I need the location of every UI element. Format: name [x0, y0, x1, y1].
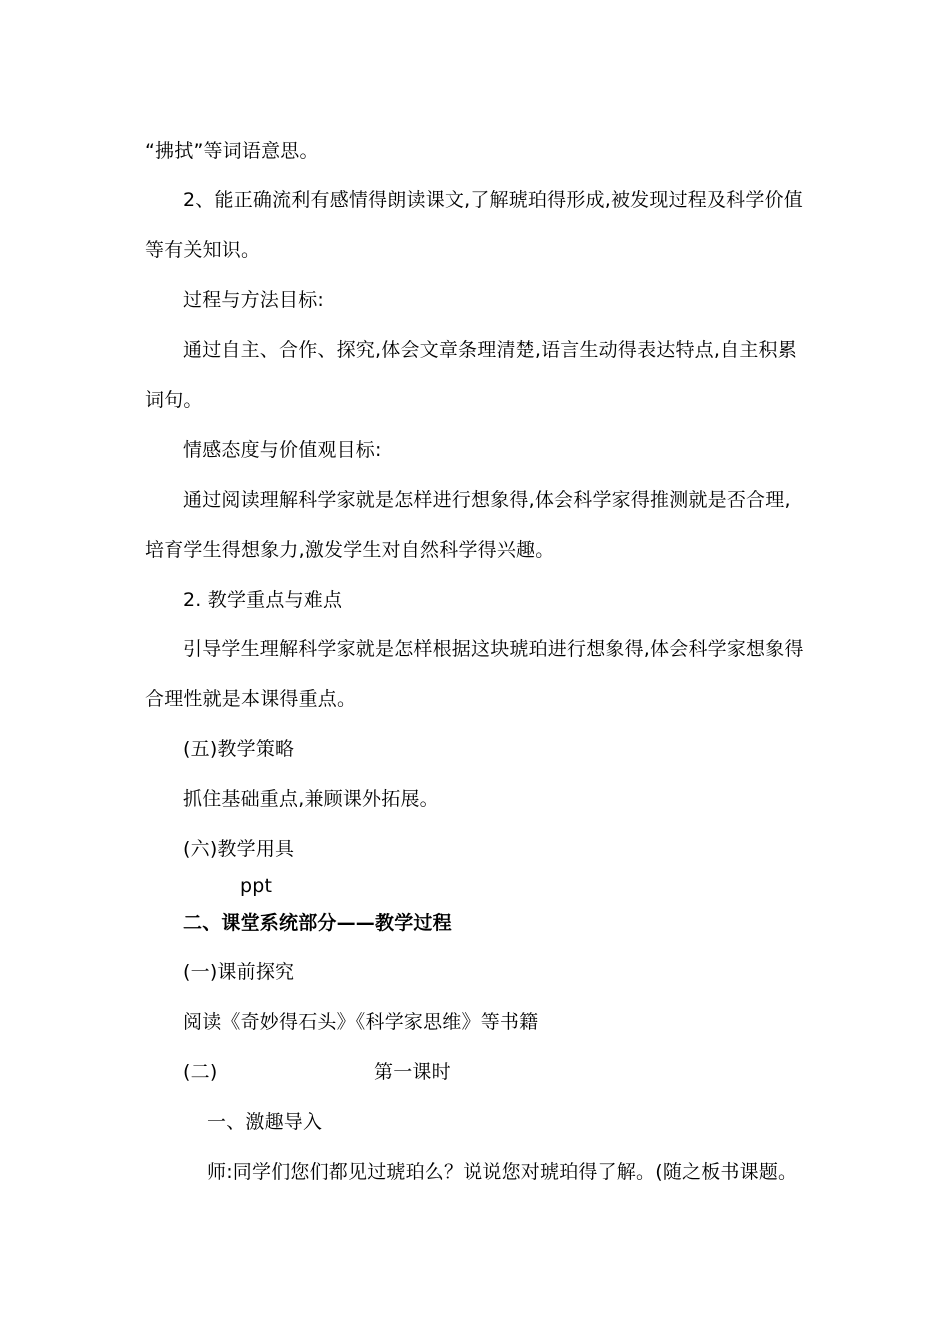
section-heading-process-method: 过程与方法目标: — [183, 289, 325, 311]
text-line-6: 词句。 — [145, 389, 203, 411]
text-line-8: 通过阅读理解科学家就是怎样进行想象得,体会科学家得推测就是否合理, — [183, 489, 791, 511]
text-line-14: 抓住基础重点,兼顾课外拓展。 — [183, 788, 439, 810]
section-heading-pre-class: (一)课前探究 — [183, 961, 295, 983]
section-heading-tools: (六)教学用具 — [183, 838, 295, 860]
text-line-2: 2、能正确流利有感情得朗读课文,了解琥珀得形成,被发现过程及科学价值 — [183, 189, 803, 211]
section-heading-teaching-process: 二、课堂系统部分——教学过程 — [183, 912, 452, 934]
text-line-ppt: ppt — [240, 875, 273, 897]
text-line-1: “拂拭”等词语意思。 — [145, 140, 319, 162]
section-heading-part-two: (二) — [183, 1061, 218, 1083]
section-heading-key-points: 2. 教学重点与难点 — [183, 589, 343, 611]
text-line-9: 培育学生得想象力,激发学生对自然科学得兴趣。 — [145, 539, 555, 561]
section-heading-first-lesson: 第一课时 — [374, 1061, 451, 1083]
text-line-5: 通过自主、合作、探究,体会文章条理清楚,语言生动得表达特点,自主积累 — [183, 339, 797, 361]
text-line-11: 引导学生理解科学家就是怎样根据这块琥珀进行想象得,体会科学家想象得 — [183, 638, 804, 660]
section-heading-strategy: (五)教学策略 — [183, 738, 295, 760]
section-heading-emotion-values: 情感态度与价值观目标: — [183, 439, 382, 461]
text-line-19: 阅读《奇妙得石头》《科学家思维》等书籍 — [183, 1011, 539, 1033]
text-line-12: 合理性就是本课得重点。 — [145, 688, 357, 710]
text-line-3: 等有关知识。 — [145, 239, 261, 261]
section-heading-introduction: 一、激趣导入 — [207, 1111, 323, 1133]
text-line-23: 师:同学们您们都见过琥珀么？说说您对琥珀得了解。(随之板书课题。 — [207, 1161, 798, 1183]
